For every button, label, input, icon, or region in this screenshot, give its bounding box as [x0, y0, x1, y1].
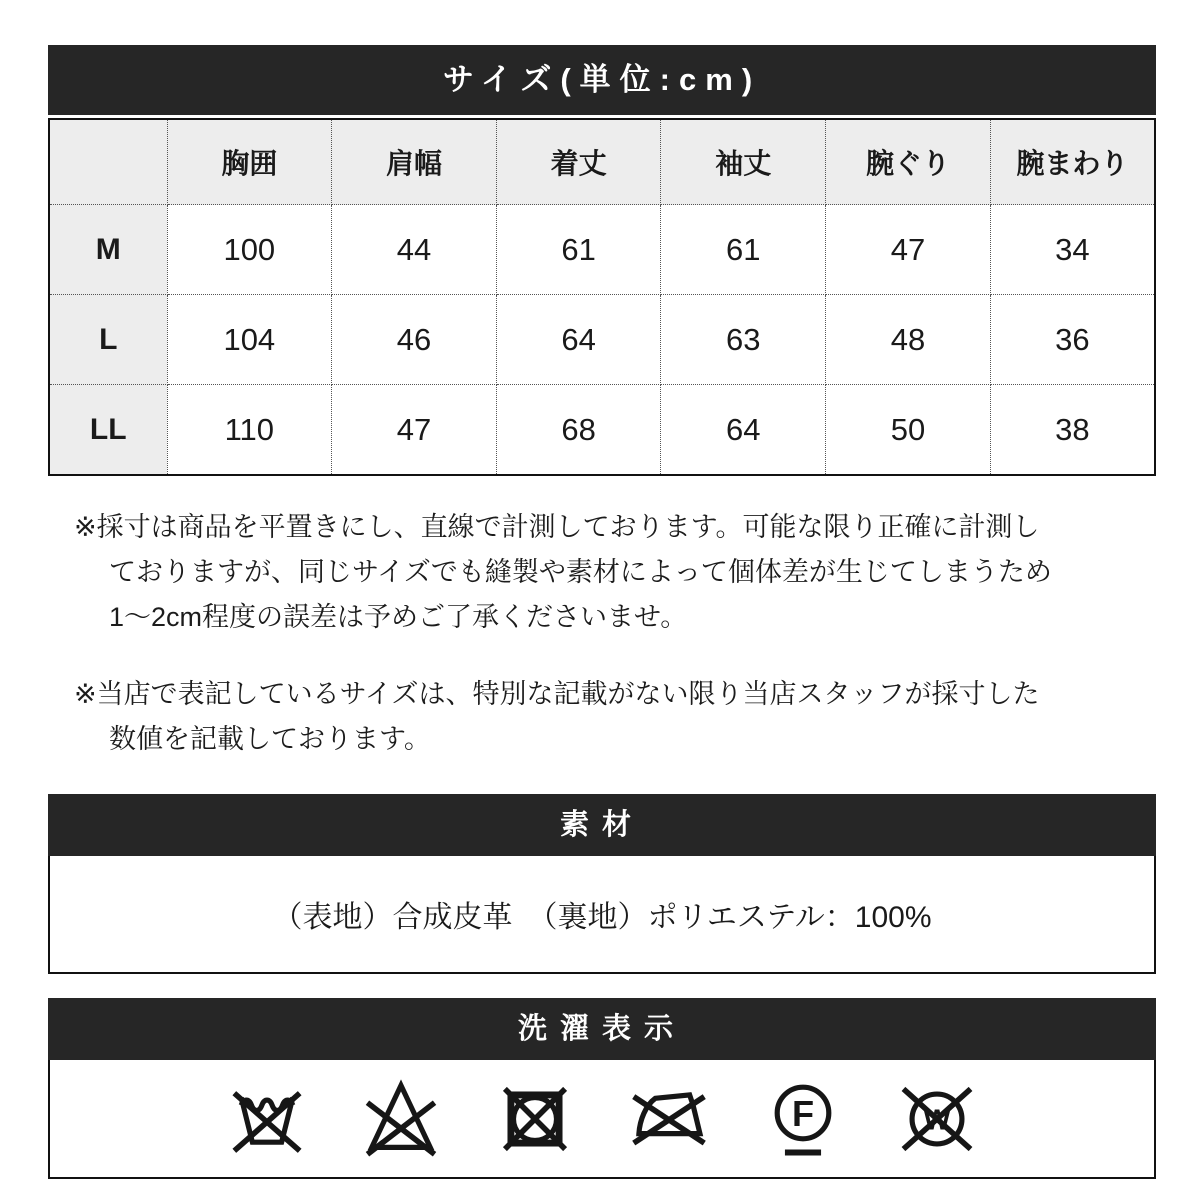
value-m-armhole: 47 [826, 205, 991, 295]
table-row-l [49, 295, 1155, 385]
do-not-wet-clean-icon [894, 1076, 980, 1162]
value-ll-shoulder: 47 [332, 385, 497, 476]
size-label-ll: LL [49, 385, 167, 476]
value-ll-arm-circumference: 38 [990, 385, 1155, 476]
laundry-title-bar [48, 998, 1156, 1060]
size-label-m: M [49, 205, 167, 295]
value-m-shoulder: 44 [332, 205, 497, 295]
measurement-notes [48, 505, 1156, 762]
col-header-shoulder: 肩幅 [332, 119, 497, 205]
dry-clean-letter: F [791, 1092, 815, 1134]
col-header-chest: 胸囲 [167, 119, 332, 205]
size-title-bar [48, 45, 1156, 115]
value-l-length: 64 [496, 295, 661, 385]
note-line: ておりますが、同じサイズでも縫製や素材によって個体差が生じてしまうため [109, 557, 1052, 587]
value-ll-armhole: 50 [826, 385, 991, 476]
value-m-chest: 100 [167, 205, 332, 295]
col-header-armhole: 腕ぐり [826, 119, 991, 205]
note-measurement-accuracy [74, 505, 1156, 640]
size-table-header-row [49, 119, 1155, 205]
value-l-chest: 104 [167, 295, 332, 385]
size-section [48, 45, 1156, 476]
material-body [48, 856, 1156, 974]
table-row-m [49, 205, 1155, 295]
do-not-bleach-icon [358, 1076, 444, 1162]
value-l-arm-circumference: 36 [990, 295, 1155, 385]
value-ll-length: 68 [496, 385, 661, 476]
value-m-arm-circumference: 34 [990, 205, 1155, 295]
laundry-body [48, 1060, 1156, 1179]
laundry-title: 洗濯表示 [517, 1013, 686, 1045]
material-section [48, 794, 1156, 974]
size-table [48, 118, 1156, 476]
note-staff-measured [74, 672, 1156, 762]
value-ll-chest: 110 [167, 385, 332, 476]
laundry-section [48, 998, 1156, 1179]
material-text: （表地）合成皮革 （裏地）ポリエステル：100% [272, 901, 932, 934]
col-header-length: 着丈 [496, 119, 661, 205]
value-l-sleeve: 63 [661, 295, 826, 385]
size-label-l: L [49, 295, 167, 385]
value-ll-sleeve: 64 [661, 385, 826, 476]
wet-clean-letter: W [923, 1103, 951, 1136]
material-title-bar [48, 794, 1156, 856]
do-not-iron-icon [626, 1076, 712, 1162]
corner-cell [49, 119, 167, 205]
note-line: 1～2cm程度の誤差は予めご了承くださいませ。 [109, 602, 688, 632]
note-line: 数値を記載しております。 [109, 724, 431, 754]
note-line: ※当店で表記しているサイズは、特別な記載がない限り当店スタッフが採寸した [74, 679, 1040, 709]
value-l-shoulder: 46 [332, 295, 497, 385]
col-header-arm-circumference: 腕まわり [990, 119, 1155, 205]
col-header-sleeve: 袖丈 [661, 119, 826, 205]
size-title: サイズ(単位:cm) [442, 62, 762, 97]
dry-clean-F-icon [760, 1076, 846, 1162]
note-line: ※採寸は商品を平置きにし、直線で計測しております。可能な限り正確に計測し [74, 512, 1040, 542]
do-not-wash-icon [224, 1076, 310, 1162]
table-row-ll [49, 385, 1155, 476]
value-m-length: 61 [496, 205, 661, 295]
value-m-sleeve: 61 [661, 205, 826, 295]
do-not-tumble-dry-icon [492, 1076, 578, 1162]
value-l-armhole: 48 [826, 295, 991, 385]
material-title: 素材 [559, 809, 644, 841]
